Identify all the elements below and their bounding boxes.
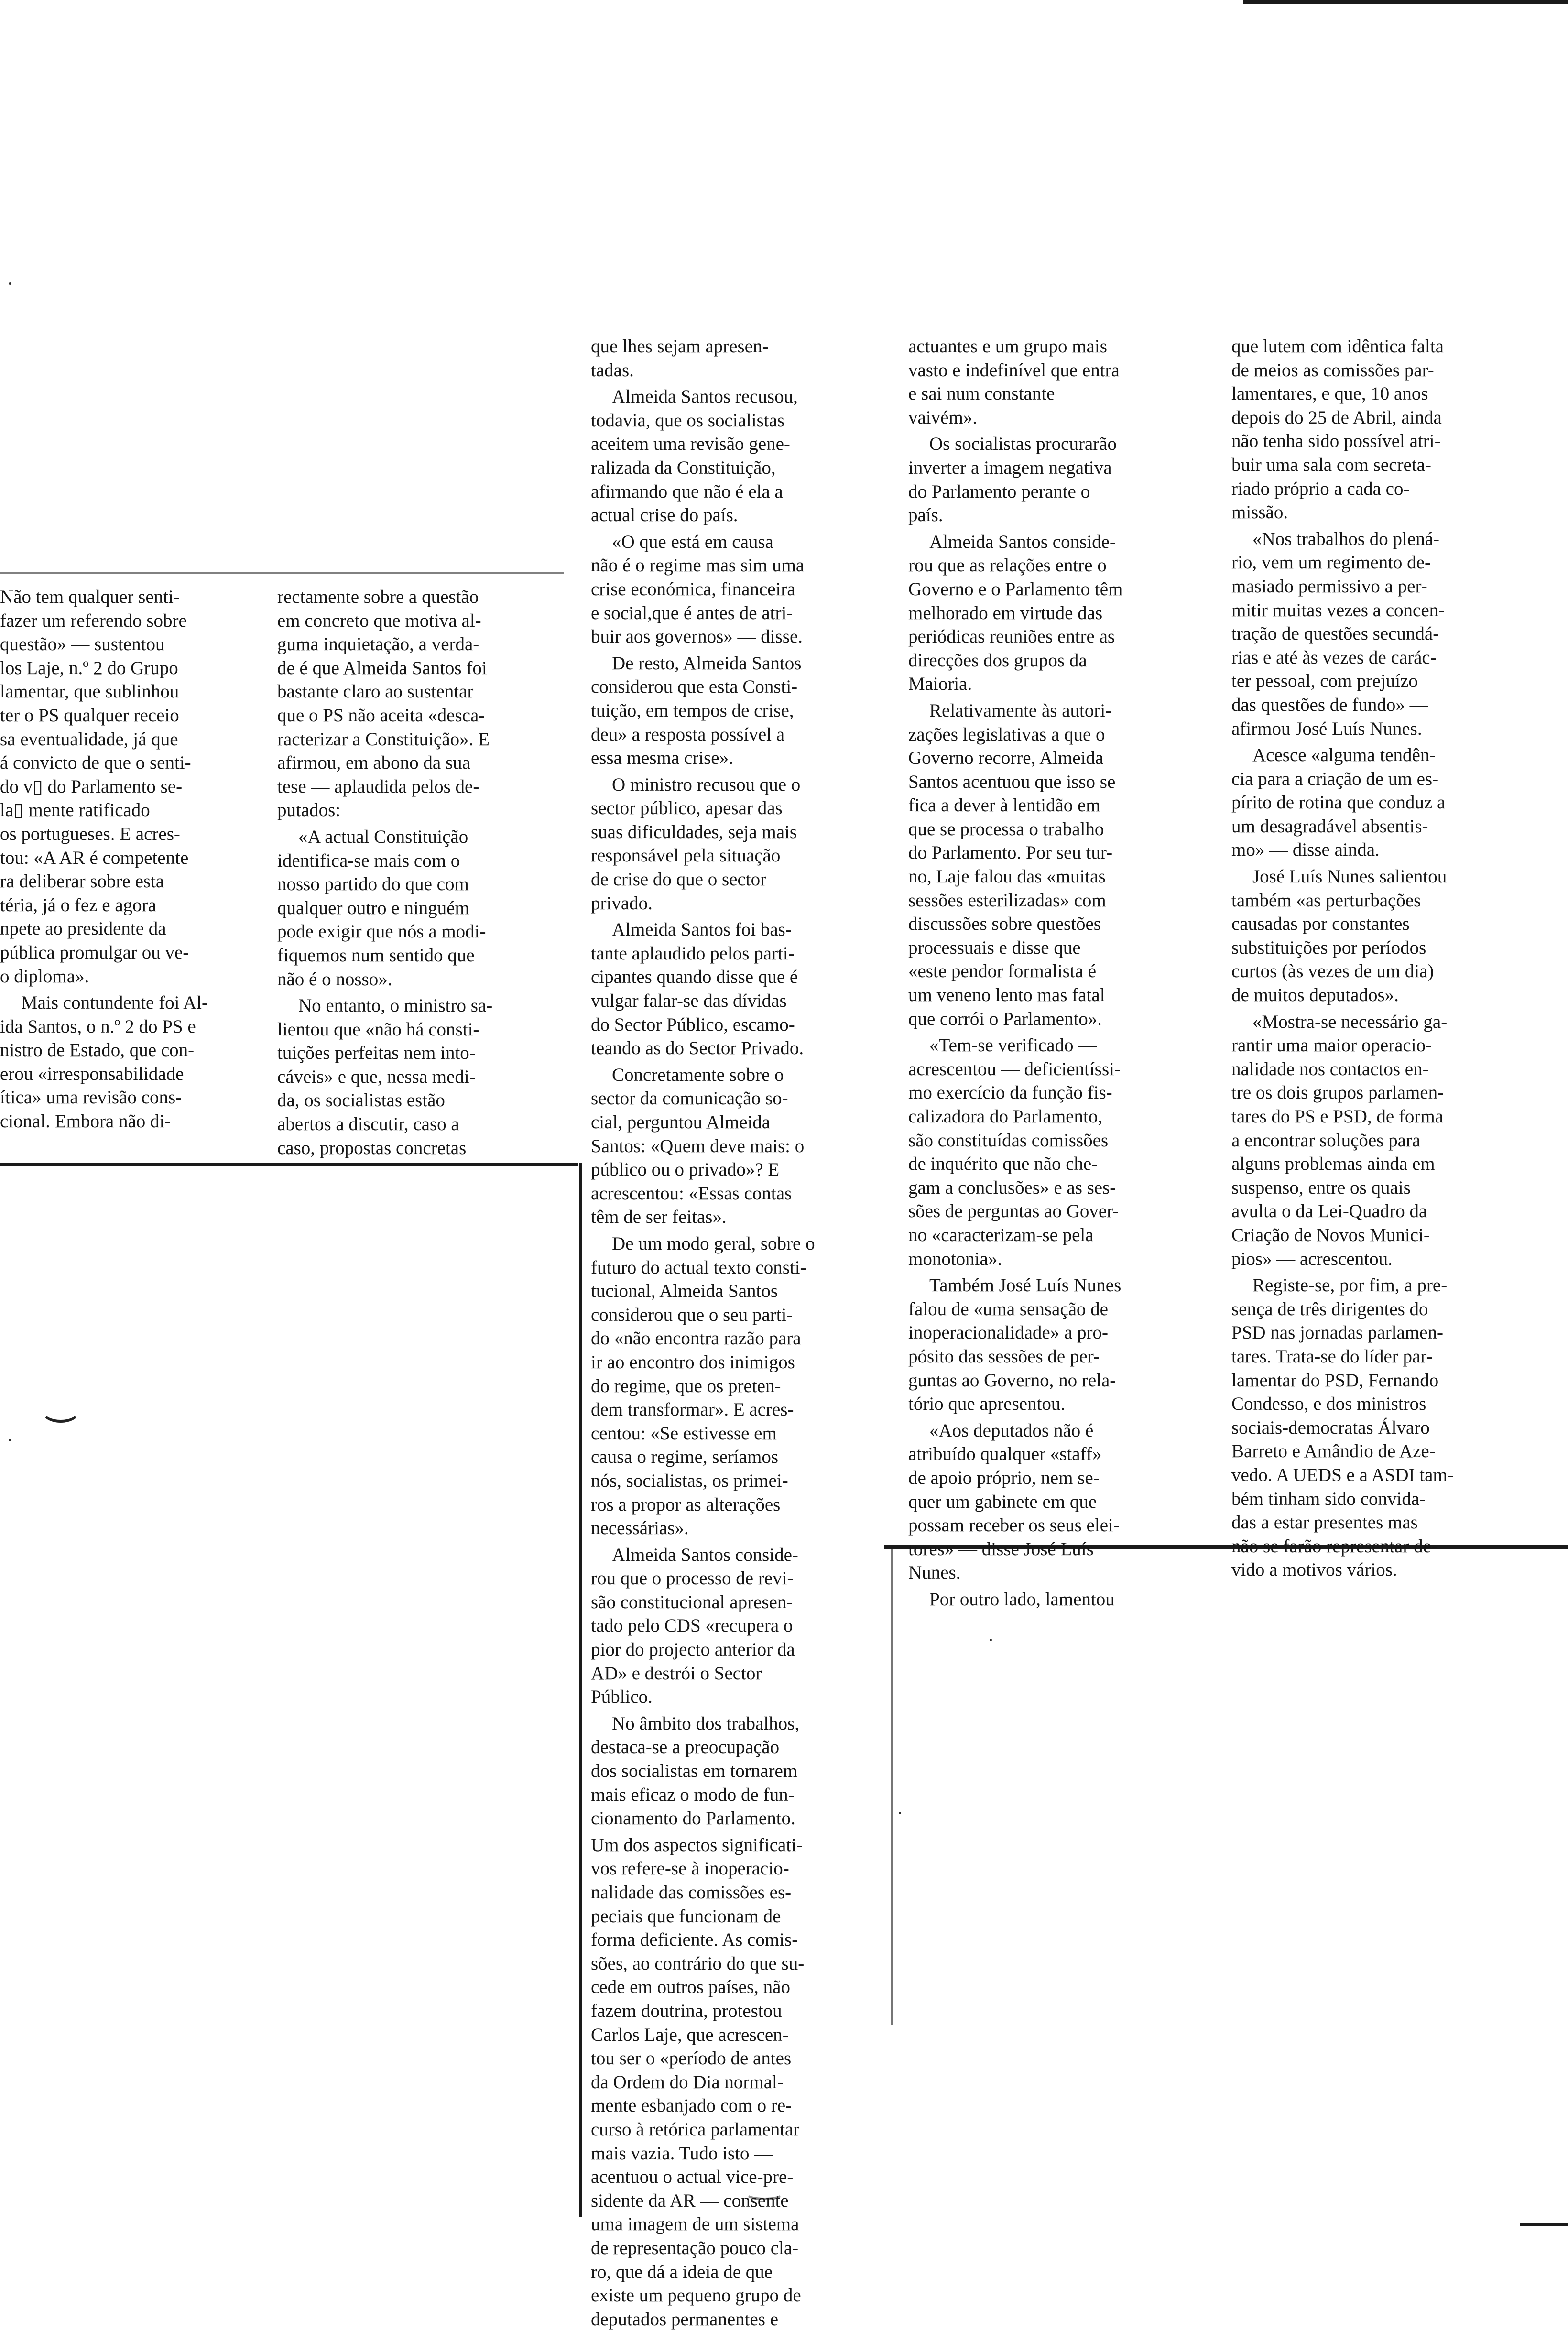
article-line: AD» e destrói o Sector xyxy=(591,1663,762,1684)
article-line: deputados permanentes e xyxy=(591,2309,779,2330)
article-line: ida Santos, o n.º 2 do PS e xyxy=(0,1016,196,1037)
article-line: afirmou, em abono da sua xyxy=(277,752,470,773)
article-line: sector da comunicação so- xyxy=(591,1088,788,1109)
article-paragraph xyxy=(277,825,571,991)
article-line: pública promulgar ou ve- xyxy=(0,942,189,963)
article-line: Registe-se, por fim, a pre- xyxy=(1252,1275,1448,1296)
article-line: que corrói o Parlamento». xyxy=(908,1008,1102,1029)
article-line: ros a propor as alterações xyxy=(591,1494,781,1515)
article-line: mo» — disse ainda. xyxy=(1231,839,1380,861)
article-line: Governo e o Parlamento têm xyxy=(908,578,1123,599)
scan-speck xyxy=(990,1639,992,1641)
article-paragraph xyxy=(277,994,571,1160)
article-paragraph xyxy=(591,385,888,527)
scan-speck xyxy=(9,282,11,285)
article-line: tuição, em tempos de crise, xyxy=(591,700,794,721)
article-line: npete ao presidente da xyxy=(0,918,166,939)
article-line: forma deficiente. As comis- xyxy=(591,1929,798,1950)
article-line: no «caracterizam-se pela xyxy=(908,1224,1094,1245)
article-paragraph xyxy=(591,918,888,1060)
article-line: cional. Embora não di- xyxy=(0,1111,171,1132)
top-border-rule xyxy=(1243,0,1568,4)
article-line: quer um gabinete em que xyxy=(908,1491,1097,1512)
article-line: mais vazia. Tudo isto — xyxy=(591,2143,773,2164)
article-paragraph xyxy=(908,699,1210,1031)
article-line: los Laje, n.º 2 do Grupo xyxy=(0,657,178,678)
article-line: vido a motivos vários. xyxy=(1231,1559,1397,1580)
article-line: tadas. xyxy=(591,359,634,381)
article-line: tado pelo CDS «recupera o xyxy=(591,1615,793,1636)
article-paragraph xyxy=(1231,865,1531,1007)
article-line: substituições por períodos xyxy=(1231,937,1426,958)
article-line: mente esbanjado com o re- xyxy=(591,2095,792,2116)
article-line: missão. xyxy=(1231,502,1288,523)
article-line: tuições perfeitas nem into- xyxy=(277,1043,476,1064)
article-line: alguns problemas ainda em xyxy=(1231,1154,1435,1175)
article-line: responsável pela situação xyxy=(591,845,781,866)
article-line: falou de «uma sensação de xyxy=(908,1298,1108,1319)
article-line: Não tem qualquer senti- xyxy=(0,587,180,607)
article-paragraph xyxy=(908,1274,1210,1416)
article-line: centou: «Se estivesse em xyxy=(591,1423,777,1444)
article-line: racterizar a Constituição». E xyxy=(277,729,490,750)
article-line: tese — aplaudida pelos de- xyxy=(277,776,479,797)
article-line: nalidade nos contactos en- xyxy=(1231,1058,1429,1079)
article-line: Os socialistas procurarão xyxy=(929,434,1117,455)
article-line: que lutem com idêntica falta xyxy=(1231,336,1444,357)
article-line: lientou que «não há consti- xyxy=(277,1019,479,1040)
article-line: Nunes. xyxy=(908,1562,961,1583)
article-line: dos socialistas em tornarem xyxy=(591,1761,798,1782)
article-line: que o PS não aceita «desca- xyxy=(277,705,485,726)
article-paragraph xyxy=(277,585,571,822)
article-line: do Sector Público, escamo- xyxy=(591,1014,795,1035)
article-line: putados: xyxy=(277,800,341,821)
article-line: fazer um referendo sobre xyxy=(0,610,187,631)
article-line: «Tem-se verificado — xyxy=(929,1035,1097,1056)
article-line: «este pendor formalista é xyxy=(908,961,1097,982)
article-line: de é que Almeida Santos foi xyxy=(277,657,487,678)
article-line: No entanto, o ministro sa- xyxy=(298,995,493,1016)
article-line: Um dos aspectos significati- xyxy=(591,1834,803,1855)
article-line: Também José Luís Nunes xyxy=(929,1275,1122,1296)
article-line: rantir uma maior operacio- xyxy=(1231,1035,1432,1056)
article-line: cionamento do Parlamento. xyxy=(591,1808,795,1829)
article-line: Criação de Novos Munici- xyxy=(1231,1224,1430,1245)
article-line: teando as do Sector Privado. xyxy=(591,1038,804,1059)
article-line: depois do 25 de Abril, ainda xyxy=(1231,407,1442,428)
article-line: do «não encontra razão para xyxy=(591,1328,801,1349)
article-line: nosso partido do que com xyxy=(277,874,469,895)
article-paragraph xyxy=(908,432,1210,527)
article-line: sões de perguntas ao Gover- xyxy=(908,1201,1119,1222)
article-line: Almeida Santos foi bas- xyxy=(612,919,792,940)
article-line: De resto, Almeida Santos xyxy=(612,653,802,674)
scan-speck xyxy=(9,1439,11,1441)
article-paragraph xyxy=(1231,527,1531,741)
article-line: Por outro lado, lamentou xyxy=(929,1589,1115,1610)
article-line: bastante claro ao sustentar xyxy=(277,681,474,702)
article-line: vulgar falar-se das dívidas xyxy=(591,991,787,1012)
article-line: tou: «A AR é competente xyxy=(0,847,189,868)
article-line: do regime, que os preten- xyxy=(591,1375,781,1396)
article-line: curtos (às vezes de um dia) xyxy=(1231,961,1434,982)
article-line: «A actual Constituição xyxy=(298,826,468,847)
article-line: deu» a resposta possível a xyxy=(591,724,785,745)
article-line: Santos acentuou que isso se xyxy=(908,771,1116,792)
article-line: la▯ mente ratificado xyxy=(0,800,150,821)
article-line: processuais e disse que xyxy=(908,937,1081,958)
article-line: rectamente sobre a questão xyxy=(277,587,479,607)
article-line: á convicto de que o senti- xyxy=(0,752,191,773)
article-line: fica a dever à lentidão em xyxy=(908,795,1100,816)
article-line: o diploma». xyxy=(0,966,89,987)
article-line: do Parlamento perante o xyxy=(908,481,1090,502)
article-line: um desagradável absentis- xyxy=(1231,816,1428,837)
article-line: pode exigir que nós a modi- xyxy=(277,921,486,942)
article-line: sões, ao contrário do que su- xyxy=(591,1953,805,1974)
article-line: bém tinham sido convida- xyxy=(1231,1488,1426,1509)
article-line: vedo. A UEDS e a ASDI tam- xyxy=(1231,1464,1454,1485)
article-line: existe um pequeno grupo de xyxy=(591,2285,801,2306)
article-line: Condesso, e dos ministros xyxy=(1231,1394,1426,1415)
article-line: de apoio próprio, nem se- xyxy=(908,1467,1100,1488)
article-line: questão» — sustentou xyxy=(0,634,165,655)
article-line: Acesce «alguma tendên- xyxy=(1252,745,1436,766)
article-line: direcções dos grupos da xyxy=(908,650,1087,671)
article-line: Carlos Laje, que acrescen- xyxy=(591,2024,789,2045)
article-line: no, Laje falou das «muitas xyxy=(908,866,1106,887)
article-line: zações legislativas a que o xyxy=(908,724,1105,745)
article-line: riado próprio a cada co- xyxy=(1231,478,1410,499)
article-line: erou «irresponsabilidade xyxy=(0,1063,184,1084)
article-line: suspenso, entre os quais xyxy=(1231,1177,1411,1198)
article-line: tores» — disse José Luís xyxy=(908,1538,1094,1559)
article-line: ra deliberar sobre esta xyxy=(0,871,164,892)
article-line: suas dificuldades, seja mais xyxy=(591,821,797,842)
article-line: ralizada da Constituição, xyxy=(591,457,776,478)
article-line: guma inquietação, a verda- xyxy=(277,634,479,655)
article-line: uma imagem de um sistema xyxy=(591,2214,799,2235)
scan-speck xyxy=(899,1812,901,1814)
article-line: «Aos deputados não é xyxy=(929,1420,1094,1441)
article-line: inverter a imagem negativa xyxy=(908,457,1112,478)
article-line: nós, socialistas, os primei- xyxy=(591,1470,788,1491)
article-line: Governo recorre, Almeida xyxy=(908,748,1104,769)
article-paragraph xyxy=(908,1419,1210,1585)
article-line: atribuído qualquer «staff» xyxy=(908,1444,1102,1465)
article-paragraph xyxy=(908,530,1210,696)
article-line: causadas por constantes xyxy=(1231,914,1410,935)
article-line: fiquemos num sentido que xyxy=(277,945,475,966)
article-line: os portugueses. E acres- xyxy=(0,823,180,844)
article-line: «Nos trabalhos do plená- xyxy=(1252,528,1439,549)
article-line: mais eficaz o modo de fun- xyxy=(591,1784,795,1805)
article-line: cede em outros países, não xyxy=(591,1977,790,1998)
article-line: pósito das sessões de per- xyxy=(908,1346,1100,1367)
article-line: nalidade das comissões es- xyxy=(591,1882,792,1903)
article-line: Almeida Santos recusou, xyxy=(612,386,798,407)
article-line: não tenha sido possível atri- xyxy=(1231,431,1441,452)
article-line: «Mostra-se necessário ga- xyxy=(1252,1011,1448,1032)
article-line: considerou que esta Consti- xyxy=(591,676,798,697)
article-line: cipantes quando disse que é xyxy=(591,967,798,988)
article-line: acrescentou — deficientíssi- xyxy=(908,1058,1121,1079)
article-line: guntas ao Governo, no rela- xyxy=(908,1370,1116,1391)
article-paragraph xyxy=(908,1588,1210,1612)
article-line: são constitucional apresen- xyxy=(591,1591,793,1612)
article-line: Barreto e Amândio de Aze- xyxy=(1231,1441,1436,1462)
article-line: das a estar presentes mas xyxy=(1231,1512,1418,1533)
article-line: fazem doutrina, protestou xyxy=(591,2000,782,2021)
article-paragraph xyxy=(1231,335,1531,524)
article-line: rio, vem um regimento de- xyxy=(1231,552,1431,573)
article-line: e sai num constante xyxy=(908,383,1055,404)
article-line: lamentar, que sublinhou xyxy=(0,681,179,702)
article-line: das questões de fundo» — xyxy=(1231,694,1428,715)
article-line: curso à retórica parlamentar xyxy=(591,2119,800,2140)
article-line: Almeida Santos conside- xyxy=(929,531,1116,552)
article-line: Almeida Santos conside- xyxy=(612,1544,798,1565)
article-line: sa eventualidade, já que xyxy=(0,729,178,750)
left-block-bottom-rule xyxy=(0,1163,578,1166)
article-line: de muitos deputados». xyxy=(1231,985,1399,1006)
article-paragraph xyxy=(1231,743,1531,862)
article-line: vasto e indefinível que entra xyxy=(908,359,1120,381)
scan-mark-arc xyxy=(42,1401,79,1423)
article-line: sença de três dirigentes do xyxy=(1231,1298,1428,1319)
article-line: país. xyxy=(908,505,943,526)
article-line: que se processa o trabalho xyxy=(908,818,1104,839)
article-line: identifica-se mais com o xyxy=(277,850,460,871)
article-column-4 xyxy=(908,335,1210,1610)
article-line: Público. xyxy=(591,1687,653,1708)
article-column-2 xyxy=(277,585,571,1158)
article-line: tração de questões secundá- xyxy=(1231,623,1439,644)
article-line: buir uma sala com secreta- xyxy=(1231,454,1431,475)
article-line: No âmbito dos trabalhos, xyxy=(612,1713,800,1734)
article-line: tares do PS e PSD, de forma xyxy=(1231,1106,1444,1127)
article-line: acrescentou: «Essas contas xyxy=(591,1183,792,1204)
article-line: abertos a discutir, caso a xyxy=(277,1114,459,1135)
article-line: do Parlamento. Por seu tur- xyxy=(908,842,1113,863)
article-line: da Ordem do Dia normal- xyxy=(591,2071,784,2092)
article-line: cial, perguntou Almeida xyxy=(591,1112,771,1133)
article-line: pios» — acrescentou. xyxy=(1231,1248,1393,1269)
col3-left-rule xyxy=(579,1163,582,2217)
article-line: tucional, Almeida Santos xyxy=(591,1281,778,1302)
article-line: buir aos governos» — disse. xyxy=(591,626,803,647)
article-paragraph xyxy=(908,1034,1210,1271)
article-line: de inquérito que não che- xyxy=(908,1154,1098,1175)
article-line: considerou que o seu parti- xyxy=(591,1304,793,1325)
article-line: que lhes sejam apresen- xyxy=(591,336,769,357)
article-line: ítica» uma revisão cons- xyxy=(0,1087,182,1108)
article-line: afirmou José Luís Nunes. xyxy=(1231,718,1422,739)
article-line: De um modo geral, sobre o xyxy=(612,1233,815,1254)
article-line: também «as perturbações xyxy=(1231,890,1421,911)
article-line: Relativamente às autori- xyxy=(929,700,1112,721)
article-paragraph xyxy=(591,530,888,649)
article-line: monotonia». xyxy=(908,1248,1002,1269)
article-line: ro, que dá a ideia de que xyxy=(591,2261,773,2282)
col4-col5-divider xyxy=(891,1547,893,2025)
article-line: qualquer outro e ninguém xyxy=(277,897,469,918)
article-line: sidente da AR — consente xyxy=(591,2190,789,2211)
article-line: inoperacionalidade» a pro- xyxy=(908,1322,1108,1343)
article-line: sector público, apesar das xyxy=(591,798,783,819)
article-line: rou que as relações entre o xyxy=(908,555,1107,576)
article-line: vaivém». xyxy=(908,407,978,428)
article-line: vos refere-se à inoperacio- xyxy=(591,1858,789,1879)
article-line: ter pessoal, com prejuízo xyxy=(1231,671,1418,692)
article-line: futuro do actual texto consti- xyxy=(591,1257,806,1278)
article-line: não é o nosso». xyxy=(277,969,392,990)
article-line: tre os dois grupos parlamen- xyxy=(1231,1082,1444,1103)
article-line: acentuou o actual vice-pre- xyxy=(591,2167,794,2188)
article-line: dem transformar». E acres- xyxy=(591,1399,794,1420)
article-paragraph xyxy=(1231,1274,1531,1582)
article-paragraph xyxy=(0,991,256,1133)
article-paragraph xyxy=(591,1543,888,1709)
article-line: de crise do que o sector xyxy=(591,869,767,890)
article-line: sociais-democratas Álvaro xyxy=(1231,1417,1430,1438)
article-line: necessárias». xyxy=(591,1518,689,1539)
article-line: actuantes e um grupo mais xyxy=(908,336,1107,357)
article-column-3 xyxy=(591,335,888,2330)
article-line: crise económica, financeira xyxy=(591,578,795,599)
article-line: PSD nas jornadas parlamen- xyxy=(1231,1322,1443,1343)
article-paragraph xyxy=(908,335,1210,429)
article-line: tante aplaudido pelos parti- xyxy=(591,943,795,964)
article-column-1 xyxy=(0,585,256,1154)
article-line: sessões esterilizadas» com xyxy=(908,890,1106,911)
article-paragraph xyxy=(1231,1010,1531,1271)
article-line: do v▯ do Parlamento se- xyxy=(0,776,183,797)
article-line: destaca-se a preocupação xyxy=(591,1737,780,1758)
article-line: de representação pouco cla- xyxy=(591,2237,799,2258)
article-line: tório que apresentou. xyxy=(908,1394,1066,1415)
article-paragraph xyxy=(591,1063,888,1229)
article-paragraph xyxy=(591,1232,888,1540)
article-line: nistro de Estado, que con- xyxy=(0,1040,195,1061)
article-paragraph xyxy=(591,652,888,770)
article-line: avulta o da Lei-Quadro da xyxy=(1231,1201,1427,1222)
article-line: tou ser o «período de antes xyxy=(591,2048,792,2069)
article-line: rou que o processo de revi- xyxy=(591,1568,794,1589)
article-line: a encontrar soluções para xyxy=(1231,1130,1421,1151)
article-paragraph xyxy=(591,1833,888,2331)
article-line: lamentares, e que, 10 anos xyxy=(1231,383,1428,404)
article-line: pírito de rotina que conduz a xyxy=(1231,792,1446,813)
article-line: pior do projecto anterior da xyxy=(591,1639,795,1660)
article-line: um veneno lento mas fatal xyxy=(908,985,1105,1006)
article-line: da, os socialistas estão xyxy=(277,1090,445,1111)
article-line: causa o regime, seríamos xyxy=(591,1447,779,1468)
article-paragraph xyxy=(591,335,888,382)
article-line: público ou o privado»? E xyxy=(591,1159,780,1180)
article-line: calizadora do Parlamento, xyxy=(908,1106,1103,1127)
left-block-top-rule xyxy=(0,572,564,574)
article-line: caso, propostas concretas xyxy=(277,1137,467,1158)
article-line: não se farão representar de- xyxy=(1231,1536,1437,1557)
article-line: melhorado em virtude das xyxy=(908,602,1103,623)
article-line: são constituídas comissões xyxy=(908,1130,1109,1151)
article-line: cáveis» e que, nessa medi- xyxy=(277,1066,476,1087)
article-line: «O que está em causa xyxy=(612,531,773,552)
article-line: José Luís Nunes salientou xyxy=(1252,866,1447,887)
article-line: Concretamente sobre o xyxy=(612,1064,784,1085)
article-line: Mais contundente foi Al- xyxy=(21,992,208,1013)
article-line: Santos: «Quem deve mais: o xyxy=(591,1135,805,1156)
article-line: todavia, que os socialistas xyxy=(591,410,785,431)
article-line: mitir muitas vezes a concen- xyxy=(1231,599,1445,621)
article-line: afirmando que não é ela a xyxy=(591,481,783,502)
article-line: em concreto que motiva al- xyxy=(277,610,481,631)
bottom-right-rule xyxy=(1520,2223,1568,2226)
article-line: discussões sobre questões xyxy=(908,914,1101,935)
article-line: mo exercício da função fis- xyxy=(908,1082,1112,1103)
article-line: ir ao encontro dos inimigos xyxy=(591,1351,795,1372)
article-line: têm de ser feitas». xyxy=(591,1207,727,1228)
article-line: tares. Trata-se do líder par- xyxy=(1231,1346,1433,1367)
article-line: gam a conclusões» e as ses- xyxy=(908,1177,1116,1198)
article-paragraph xyxy=(591,773,888,915)
article-line: de meios as comissões par- xyxy=(1231,359,1434,381)
article-paragraph xyxy=(591,1712,888,1830)
article-line: essa mesma crise». xyxy=(591,748,733,769)
article-line: Maioria. xyxy=(908,674,972,695)
article-line: actual crise do país. xyxy=(591,505,738,526)
article-line: ter o PS qualquer receio xyxy=(0,705,179,726)
article-line: masiado permissivo a per- xyxy=(1231,576,1427,597)
article-paragraph xyxy=(0,585,256,988)
article-line: téria, já o fez e agora xyxy=(0,894,156,915)
article-line: peciais que funcionam de xyxy=(591,1906,781,1927)
article-line: e social,que é antes de atri- xyxy=(591,602,793,623)
article-line: aceitem uma revisão gene- xyxy=(591,434,790,455)
article-column-5 xyxy=(1231,335,1531,1580)
article-line: periódicas reuniões entre as xyxy=(908,626,1115,647)
article-line: possam receber os seus elei- xyxy=(908,1515,1120,1536)
article-line: cia para a criação de um es- xyxy=(1231,768,1439,789)
article-line: privado. xyxy=(591,893,653,914)
article-line: lamentar do PSD, Fernando xyxy=(1231,1370,1439,1391)
article-line: O ministro recusou que o xyxy=(612,774,801,795)
article-line: não é o regime mas sim uma xyxy=(591,555,805,576)
article-line: rias e até às vezes de carác- xyxy=(1231,647,1437,668)
